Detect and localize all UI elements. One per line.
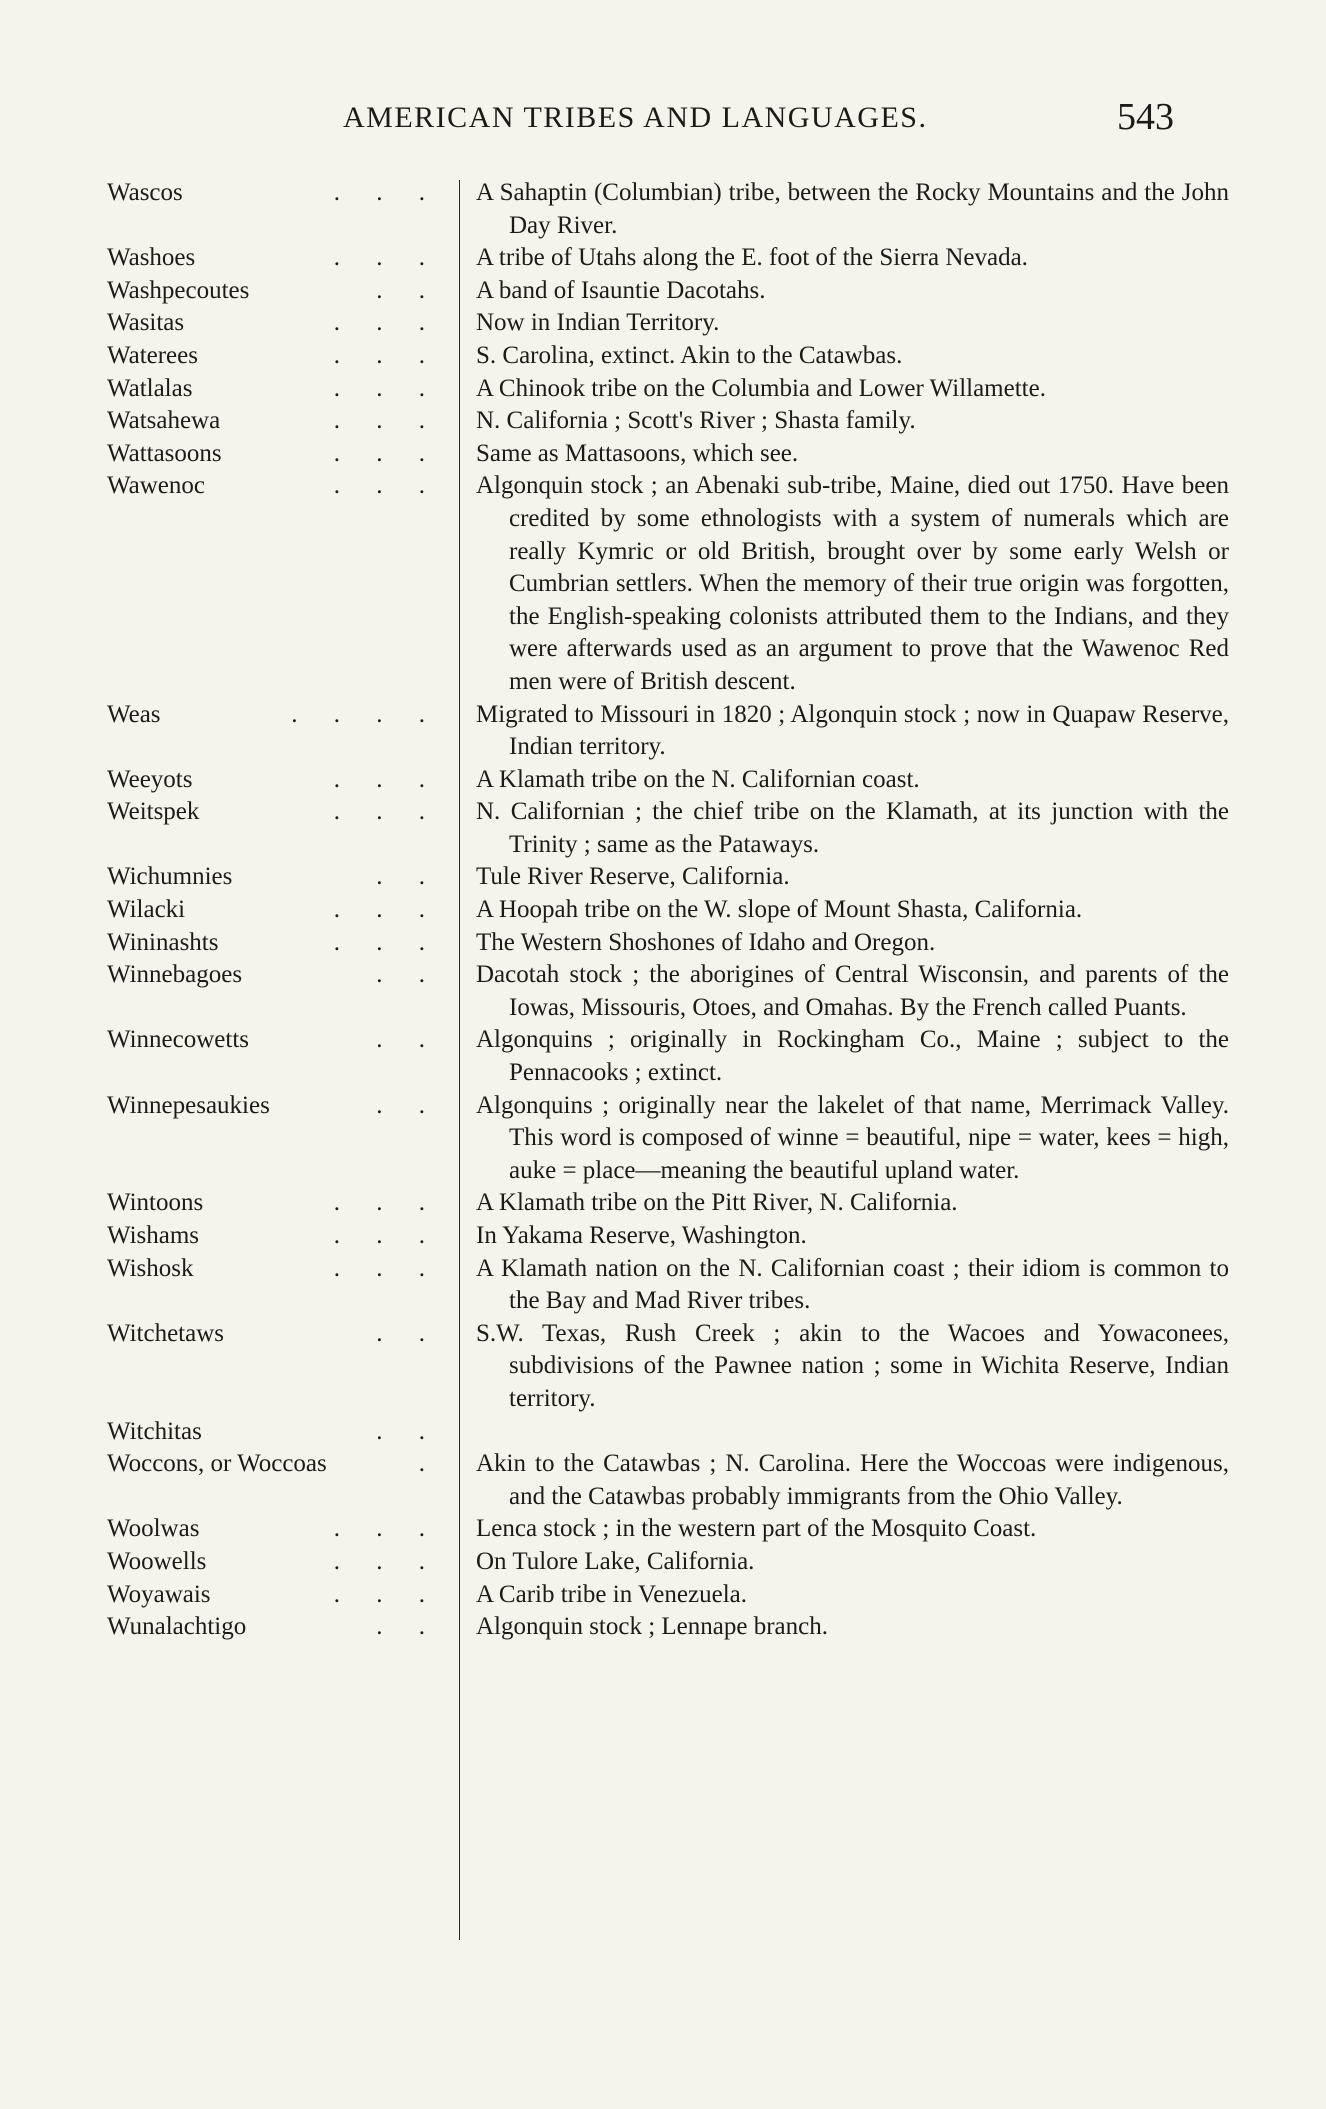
entry-description: A Sahaptin (Columbian) tribe, between the Rocky Mountains and the John Day River. [476,179,1229,239]
glossary-entry [0,894,1326,927]
leader-dots: . . . [333,1222,440,1249]
leader-dots: . . . [333,896,440,924]
entry-term-name: Wintoons [107,1189,204,1217]
entry-term-name: Wichumnies [107,863,233,891]
glossary-entry [0,1187,1326,1220]
entry-description: Algonquins ; originally in Rockingham Co., Maine ; subject to the Pennacooks ; extinct. [476,1026,1229,1087]
leader-dots: . . . [333,1254,440,1282]
glossary-entry [0,764,1326,797]
entry-description: Algonquins ; originally near the lakelet of that name, Merrimack Valley. This word is composed of winne = beautiful, nipe = water, kees = high, auke = place—meaning the beautiful upland water. [476,1091,1229,1184]
leader-dots: . . [376,1613,440,1641]
entry-description: The Western Shoshones of Idaho and Oregon. [476,928,936,956]
leader-dots: . . . [333,309,440,337]
entry-description: Algonquin stock ; Lennape branch. [476,1613,828,1641]
leader-dots: . . . [333,439,440,467]
entry-term-name: Wilacki [107,896,186,924]
glossary-list [0,177,1326,1644]
entry-description: On Tulore Lake, California. [476,1547,755,1575]
entry-term-name: Washpecoutes [107,276,250,304]
leader-dots: . . . [333,244,440,272]
entry-term-name: Wascos [107,179,183,206]
glossary-entry [0,1318,1326,1416]
running-title: AMERICAN TRIBES AND LANGUAGES. [343,101,928,134]
entry-term-name: Woccons, or Woccoas [107,1450,327,1478]
glossary-entry [0,1448,1326,1513]
entry-term-name: Weeyots [107,765,193,793]
leader-dots: . . . [333,798,440,826]
glossary-entry [0,1579,1326,1612]
glossary-entry [0,1611,1326,1644]
glossary-entry [0,373,1326,406]
glossary-entry [0,307,1326,340]
entry-term-name: Wishams [107,1222,200,1249]
entry-term-name: Weitspek [107,798,200,826]
entry-description: Migrated to Missouri in 1820 ; Algonquin stock ; now in Quapaw Reserve, Indian territory. [476,700,1229,761]
glossary-entry [0,1090,1326,1188]
entry-description: In Yakama Reserve, Washington. [476,1222,807,1249]
glossary-entry [0,1546,1326,1579]
entry-term-name: Winnecowetts [107,1026,250,1054]
entry-term-name: Washoes [107,244,196,272]
entry-term-name: Woowells [107,1547,207,1575]
entry-description: N. Californian ; the chief tribe on the Klamath, at its junction with the Trinity ; same as the Pataways. [476,798,1229,858]
page-number: 543 [1117,96,1174,138]
leader-dots: . . . [333,1515,440,1543]
entry-term-name: Wishosk [107,1254,194,1282]
entry-description: Lenca stock ; in the western part of the Mosquito Coast. [476,1515,1037,1543]
leader-dots: . . . [333,1189,440,1217]
entry-description: Same as Mattasoons, which see. [476,439,799,467]
leader-dots: . . . [333,472,440,500]
glossary-entry [0,275,1326,308]
leader-dots: . . . [333,1547,440,1575]
entry-term-name: Winnebagoes [107,961,243,989]
leader-dots: . . . [333,765,440,793]
entry-description: Algonquin stock ; an Abenaki sub-tribe, Maine, died out 1750. Have been credited by some ethnologists with a system of numerals which are really Kymric or old British, brought over by some early Welsh or Cumbrian settlers. When the memory of their true origin was forgotten, the English-speaking colonists attributed them to the Indians, and they were afterwards used as an argument to prove that the Wawenoc Red men were of British descent. [476,472,1229,695]
glossary-entry [0,1416,1326,1449]
entry-description: A Klamath nation on the N. Californian coast ; their idiom is common to the Bay and Mad River tribes. [476,1254,1229,1315]
glossary-entry [0,1024,1326,1089]
entry-term-name: Wattasoons [107,439,222,467]
leader-dots: . . [376,1026,440,1054]
leader-dots: . [418,1450,440,1478]
entry-description: S.W. Texas, Rush Creek ; akin to the Wacoes and Yowaconees, subdivisions of the Pawnee nation ; some in Wichita Reserve, Indian territory. [476,1319,1229,1412]
glossary-entry [0,340,1326,373]
entry-description: A Klamath tribe on the Pitt River, N. California. [476,1189,958,1217]
leader-dots: . . . [333,928,440,956]
entry-term-name: Waterees [107,341,198,369]
leader-dots: . . . . [291,700,440,728]
entry-term-name: Wunalachtigo [107,1613,247,1641]
glossary-entry [0,1220,1326,1253]
leader-dots: . . . [333,1580,440,1608]
entry-description [476,1416,1229,1449]
entry-description: N. California ; Scott's River ; Shasta family. [476,407,916,435]
entry-description: A Klamath tribe on the N. Californian coast. [476,765,920,793]
leader-dots: . . [376,276,440,304]
entry-term-name: Wawenoc [107,472,205,500]
entry-term-name: Watlalas [107,374,193,402]
entry-description: Now in Indian Territory. [476,309,720,337]
entry-term-name: Witchitas [107,1417,202,1445]
entry-description: S. Carolina, extinct. Akin to the Catawbas. [476,341,903,369]
entry-description: A band of Isauntie Dacotahs. [476,276,766,304]
glossary-entry [0,177,1326,242]
glossary-entry [0,405,1326,438]
entry-term-name: Witchetaws [107,1319,225,1347]
glossary-entry [0,1513,1326,1546]
entry-term-name: Winnepesaukies [107,1091,270,1119]
leader-dots: . . . [333,407,440,435]
glossary-entry [0,927,1326,960]
leader-dots: . . [376,1417,440,1445]
glossary-entry [0,959,1326,1024]
page-header [0,95,1326,145]
entry-description: Tule River Reserve, California. [476,863,790,891]
entry-term-name: Weas [107,700,161,728]
entry-term-name: Wininashts [107,928,219,956]
leader-dots: . . . [333,341,440,369]
glossary-entry [0,796,1326,861]
entry-description: Dacotah stock ; the aborigines of Central Wisconsin, and parents of the Iowas, Missouris, Otoes, and Omahas. By the French called Puants. [476,961,1229,1021]
entry-term-name: Wasitas [107,309,185,337]
glossary-entry [0,699,1326,764]
entry-description: A Hoopah tribe on the W. slope of Mount Shasta, California. [476,896,1083,924]
entry-term-name: Woyawais [107,1580,211,1608]
entry-description: Akin to the Catawbas ; N. Carolina. Here the Woccoas were indigenous, and the Catawbas probably immigrants from the Ohio Valley. [476,1450,1229,1510]
glossary-entry [0,861,1326,894]
entry-description: A tribe of Utahs along the E. foot of the Sierra Nevada. [476,244,1028,272]
glossary-entry [0,1253,1326,1318]
entry-description: A Carib tribe in Venezuela. [476,1580,747,1608]
glossary-entry [0,470,1326,698]
leader-dots: . . . [333,374,440,402]
leader-dots: . . [376,961,440,989]
entry-term-name: Woolwas [107,1515,200,1543]
entry-description: A Chinook tribe on the Columbia and Lower Willamette. [476,374,1046,402]
glossary-entry [0,438,1326,471]
entry-term-name: Watsahewa [107,407,221,435]
glossary-entry [0,242,1326,275]
leader-dots: . . [376,1091,440,1119]
leader-dots: . . [376,1319,440,1347]
leader-dots: . . . [333,179,440,206]
leader-dots: . . [376,863,440,891]
